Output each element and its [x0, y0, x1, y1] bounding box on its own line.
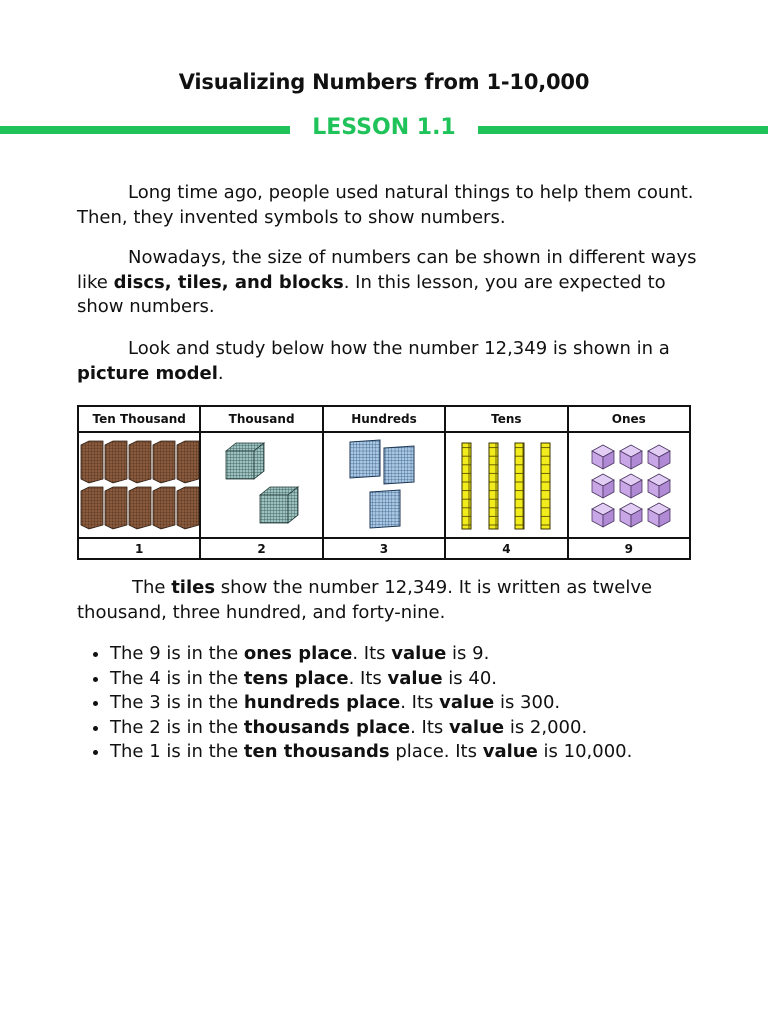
- bullet-text: . Its: [348, 667, 388, 689]
- table-count-row: [78, 538, 690, 559]
- cell-hundreds-picture: [323, 432, 445, 538]
- list-item: [110, 716, 750, 741]
- intro-paragraph: [77, 181, 697, 230]
- bullet-text: . Its: [400, 692, 440, 713]
- bullet-text: . Its: [410, 716, 450, 738]
- study-text-a: Look and study below how the number 12,349 is shown in a: [128, 338, 670, 359]
- picture-model-table: [77, 405, 691, 560]
- cell-ones-picture: [568, 432, 690, 538]
- cell-tens-picture: [445, 432, 567, 538]
- count-ones: 9: [568, 538, 690, 559]
- representation-text-a: Nowadays, the size of numbers can be shown in different ways like: [77, 247, 697, 293]
- tiles-paragraph: [77, 576, 697, 625]
- ten-rods-icon: [451, 439, 561, 531]
- bullet-place: ten thousands: [243, 741, 390, 762]
- one-cube: [648, 445, 670, 469]
- bullet-text: The 1 is in the: [110, 741, 244, 762]
- bullet-place: tens place: [243, 667, 349, 689]
- ten-thousand-blocks-icon: [79, 439, 201, 531]
- bullet-text: The 4 is in the: [110, 667, 244, 689]
- one-cube: [648, 474, 670, 498]
- study-text-bold: picture model: [77, 362, 218, 384]
- bullet-value-word: value: [439, 692, 495, 713]
- one-cube: [620, 445, 642, 469]
- cell-thousand-picture: [200, 432, 322, 538]
- representation-text-bold: discs, tiles, and blocks: [113, 271, 344, 293]
- bullet-value-word: value: [482, 741, 538, 762]
- hundred-flats-icon: [334, 438, 434, 532]
- cell-ten-thousand-picture: [78, 432, 200, 538]
- thousand-cube-2: [260, 487, 298, 523]
- tiles-text-a: The: [132, 577, 172, 598]
- list-item: [110, 642, 750, 667]
- bullet-place: thousands place: [243, 716, 411, 738]
- representation-text-c: . In this lesson, you are expected to show numbers.: [77, 271, 666, 317]
- one-cubes-icon: [584, 439, 674, 531]
- bullet-text: The 3 is in the: [110, 692, 244, 713]
- place-value-list: [77, 642, 750, 765]
- header-ones: Ones: [568, 406, 690, 432]
- bullet-value-word: value: [387, 667, 443, 689]
- one-cube: [620, 503, 642, 527]
- header-hundreds: Hundreds: [323, 406, 445, 432]
- study-paragraph: [77, 337, 697, 386]
- count-hundreds: 3: [323, 538, 445, 559]
- bullet-value: is 10,000.: [537, 741, 633, 762]
- bullet-value: is 300.: [494, 692, 561, 713]
- one-cube: [592, 503, 614, 527]
- study-text-c: .: [217, 362, 224, 384]
- bullet-text: The 9 is in the: [110, 643, 244, 664]
- bullet-text: The 2 is in the: [110, 716, 244, 738]
- tiles-text-c: show the number 12,349. It is written as twelve thousand, three hundred, and forty-nine.: [77, 577, 653, 623]
- tiles-text-bold: tiles: [171, 577, 216, 598]
- intro-text: Long time ago, people used natural things to help them count. Then, they invented symbols to show numbers.: [77, 182, 694, 228]
- table-header-row: [78, 406, 690, 432]
- one-cube: [648, 503, 670, 527]
- count-tens: 4: [445, 538, 567, 559]
- bullet-value: is 40.: [442, 667, 498, 689]
- one-cube: [592, 474, 614, 498]
- bullet-value: is 2,000.: [504, 716, 588, 738]
- bullet-value-word: value: [391, 643, 447, 664]
- bullet-text: . Its: [352, 643, 392, 664]
- lesson-banner: [0, 115, 768, 145]
- count-ten-thousand: 1: [78, 538, 200, 559]
- header-ten-thousand: Ten Thousand: [78, 406, 200, 432]
- header-tens: Tens: [445, 406, 567, 432]
- representation-paragraph: [77, 246, 697, 320]
- list-item: [110, 740, 750, 765]
- count-thousand: 2: [200, 538, 322, 559]
- list-item: [110, 667, 750, 692]
- one-cube: [592, 445, 614, 469]
- list-item: [110, 691, 750, 716]
- table-picture-row: [78, 432, 690, 538]
- lesson-divider-right: [478, 126, 768, 134]
- bullet-place: hundreds place: [243, 692, 401, 713]
- bullet-value: is 9.: [446, 643, 490, 664]
- lesson-divider-left: [0, 126, 290, 134]
- lesson-label: LESSON 1.1: [312, 115, 456, 140]
- thousand-cubes-icon: [212, 439, 312, 531]
- header-thousand: Thousand: [200, 406, 322, 432]
- page-title: Visualizing Numbers from 1-10,000: [178, 70, 590, 94]
- thousand-cube-1: [226, 443, 264, 479]
- one-cube: [620, 474, 642, 498]
- bullet-value-word: value: [449, 716, 505, 738]
- bullet-text: place. Its: [389, 741, 483, 762]
- bullet-place: ones place: [243, 643, 353, 664]
